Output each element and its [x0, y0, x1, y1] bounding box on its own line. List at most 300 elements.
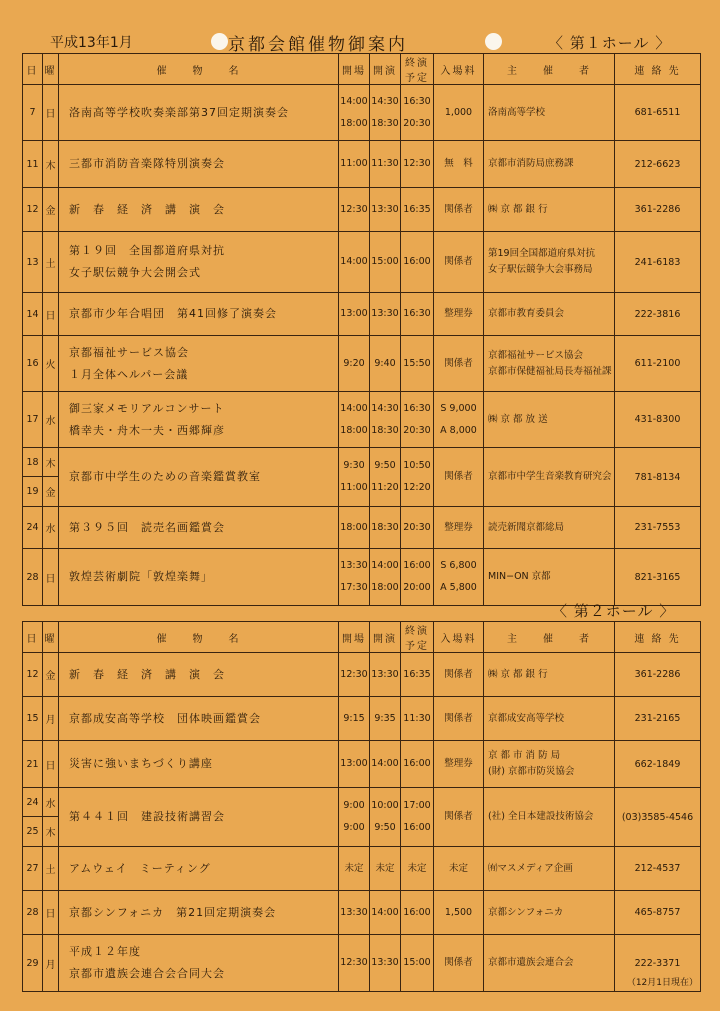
table-row	[23, 741, 701, 788]
event-line: 第１９回 全国都道府県対抗	[69, 244, 225, 257]
phone-cell: 662-1849	[615, 741, 701, 788]
day-cell: 18	[23, 448, 43, 477]
phone-cell: 361-2286	[615, 188, 701, 232]
start-time-cell	[370, 891, 401, 935]
organizer-line: 京都市中学生音楽教育研究会	[488, 471, 612, 482]
open-time-line: 18:00	[340, 117, 368, 129]
start-time-line: 18:30	[371, 117, 399, 129]
open-time-line: 13:00	[340, 308, 368, 319]
event-line: 第３９５回 読売名画鑑賞会	[69, 520, 225, 534]
organizer-line: (財) 京都市防災協会	[488, 766, 575, 777]
table-row	[23, 847, 701, 891]
table-row	[23, 653, 701, 697]
end-time-line: 16:35	[403, 203, 431, 215]
organizer-cell	[484, 847, 615, 891]
end-time-line: 16:00	[403, 906, 431, 918]
fee-cell	[434, 188, 484, 232]
weekday-cell: 土	[43, 847, 59, 891]
fee-cell	[434, 935, 484, 992]
organizer-line: ㈱ 京 都 放 送	[488, 413, 548, 425]
hall2-table	[22, 621, 701, 992]
event-line: 敦煌芸術劇院「敦煌楽舞」	[69, 570, 213, 583]
organizer-cell	[484, 188, 615, 232]
end-time-line: 15:50	[403, 357, 431, 369]
col-header-start: 開演	[370, 622, 401, 653]
punch-hole-right	[485, 33, 502, 50]
weekday-cell: 日	[43, 85, 59, 141]
day-cell: 19	[23, 477, 43, 507]
event-line: 三都市消防音楽隊特別演奏会	[69, 157, 225, 170]
phone-cell: 212-4537	[615, 847, 701, 891]
start-time-cell	[370, 232, 401, 293]
start-time-cell	[370, 653, 401, 697]
open-time-cell	[339, 653, 370, 697]
end-time-line: 未定	[407, 862, 427, 874]
start-time-cell	[370, 549, 401, 606]
open-time-line: 9:20	[343, 357, 365, 369]
start-time-line: 18:30	[371, 521, 399, 533]
start-time-cell	[370, 85, 401, 141]
organizer-line: ㈲マスメディア企画	[488, 862, 573, 874]
event-cell	[59, 653, 339, 697]
end-time-cell	[401, 788, 434, 847]
organizer-line: 京都市教育委員会	[488, 308, 565, 319]
hall2-label: 〈 第２ホール 〉	[552, 602, 676, 620]
open-time-line: 13:30	[340, 560, 368, 571]
fee-cell	[434, 392, 484, 448]
table-row	[23, 232, 701, 293]
organizer-cell	[484, 507, 615, 549]
event-line: 京都シンフォニカ 第21回定期演奏会	[69, 905, 277, 919]
start-time-line: 9:40	[374, 357, 396, 369]
start-time-line: 9:50	[374, 460, 396, 471]
end-time-cell	[401, 336, 434, 392]
fee-line: 整理券	[444, 521, 473, 533]
table-row	[23, 392, 701, 448]
event-line: 新 春 経 済 講 演 会	[69, 667, 225, 681]
event-cell	[59, 507, 339, 549]
organizer-line: 京都市遺族会連合会	[488, 957, 574, 968]
weekday-cell: 水	[43, 788, 59, 817]
start-time-line: 9:35	[374, 712, 396, 724]
organizer-cell	[484, 392, 615, 448]
day-cell: 25	[23, 817, 43, 847]
day-cell: 15	[23, 697, 43, 741]
fee-cell	[434, 85, 484, 141]
end-time-line: 20:30	[403, 117, 431, 129]
end-time-line: 20:30	[403, 521, 431, 533]
open-time-line: 11:00	[340, 482, 368, 493]
event-cell	[59, 141, 339, 188]
start-time-cell	[370, 935, 401, 992]
event-cell	[59, 85, 339, 141]
weekday-cell: 木	[43, 817, 59, 847]
phone-cell: 781-8134	[615, 448, 701, 507]
day-cell: 13	[23, 232, 43, 293]
day-cell: 16	[23, 336, 43, 392]
punch-hole-left	[211, 33, 228, 50]
event-line: 京都市中学生のための音楽鑑賞教室	[69, 470, 261, 483]
weekday-cell: 日	[43, 293, 59, 336]
start-time-cell	[370, 788, 401, 847]
table-row	[23, 507, 701, 549]
fee-cell	[434, 549, 484, 606]
organizer-line: 第19回全国都道府県対抗	[488, 248, 596, 259]
start-time-line: 13:30	[371, 668, 399, 680]
phone-cell: 431-8300	[615, 392, 701, 448]
day-cell: 27	[23, 847, 43, 891]
organizer-line: 京都市消防局庶務課	[488, 158, 574, 169]
fee-cell	[434, 336, 484, 392]
open-time-line: 14:00	[340, 256, 368, 267]
phone-cell: 465-8757	[615, 891, 701, 935]
weekday-cell: 水	[43, 507, 59, 549]
open-time-cell	[339, 891, 370, 935]
start-time-line: 18:00	[371, 582, 399, 593]
phone-cell: 222-3816	[615, 293, 701, 336]
weekday-cell: 日	[43, 891, 59, 935]
end-time-cell	[401, 697, 434, 741]
table-row	[23, 141, 701, 188]
table-row	[23, 188, 701, 232]
end-time-line: 12:30	[403, 158, 431, 169]
day-cell: 28	[23, 891, 43, 935]
table-row	[23, 935, 701, 992]
weekday-cell: 月	[43, 935, 59, 992]
fee-cell	[434, 653, 484, 697]
open-time-line: 14:00	[340, 95, 368, 107]
day-cell: 17	[23, 392, 43, 448]
open-time-cell	[339, 448, 370, 507]
phone-cell: 212-6623	[615, 141, 701, 188]
organizer-line: 京都成安高等学校	[488, 712, 565, 724]
open-time-line: 12:30	[340, 203, 368, 215]
open-time-cell	[339, 697, 370, 741]
open-time-cell	[339, 188, 370, 232]
fee-line: 1,500	[444, 906, 473, 918]
start-time-line: 14:00	[371, 758, 399, 769]
col-header-event: 催 物 名	[59, 54, 339, 85]
end-time-cell	[401, 741, 434, 788]
day-cell: 29	[23, 935, 43, 992]
start-time-cell	[370, 188, 401, 232]
organizer-cell	[484, 232, 615, 293]
start-time-cell	[370, 392, 401, 448]
start-time-line: 18:30	[371, 424, 399, 436]
event-line: 橋幸夫・舟木一夫・西郷輝彦	[69, 423, 225, 437]
start-time-line: 15:00	[371, 256, 399, 267]
start-time-cell	[370, 847, 401, 891]
day-cell: 12	[23, 653, 43, 697]
era-label: 平成13年1月	[50, 35, 133, 51]
header	[0, 30, 720, 54]
event-line: 第４４１回 建設技術講習会	[69, 810, 225, 823]
phone-cell: 361-2286	[615, 653, 701, 697]
end-time-cell	[401, 935, 434, 992]
open-time-cell	[339, 935, 370, 992]
end-time-cell	[401, 448, 434, 507]
fee-line: A 8,000	[440, 424, 477, 436]
event-cell	[59, 448, 339, 507]
open-time-cell	[339, 293, 370, 336]
organizer-cell	[484, 935, 615, 992]
start-time-cell	[370, 507, 401, 549]
col-header-dow: 曜	[43, 54, 59, 85]
table-row	[23, 448, 701, 477]
page-title: 京都会館催物御案内	[228, 35, 408, 55]
end-time-cell	[401, 141, 434, 188]
start-time-cell	[370, 141, 401, 188]
start-time-line: 未定	[375, 862, 395, 874]
end-time-line: 17:00	[403, 800, 431, 811]
fee-line: 関係者	[444, 357, 473, 369]
table-row	[23, 293, 701, 336]
end-time-cell	[401, 392, 434, 448]
col-header-end: 終演予定	[401, 622, 434, 653]
day-cell: 14	[23, 293, 43, 336]
fee-line: 関係者	[444, 957, 473, 968]
phone-cell: 821-3165	[615, 549, 701, 606]
organizer-cell	[484, 448, 615, 507]
end-time-line: 16:00	[403, 256, 431, 267]
open-time-line: 14:00	[340, 402, 368, 414]
day-cell: 11	[23, 141, 43, 188]
start-time-line: 14:30	[371, 402, 399, 414]
end-time-line: 16:30	[403, 308, 431, 319]
open-time-line: 9:00	[343, 800, 365, 811]
header-row	[23, 622, 701, 653]
table-row	[23, 697, 701, 741]
fee-line: A 5,800	[440, 582, 477, 593]
day-cell: 12	[23, 188, 43, 232]
organizer-line: 京都福祉サービス協会	[488, 349, 584, 361]
start-time-line: 11:30	[371, 158, 399, 169]
fee-cell	[434, 891, 484, 935]
event-cell	[59, 188, 339, 232]
open-time-cell	[339, 392, 370, 448]
organizer-line: ㈱ 京 都 銀 行	[488, 203, 548, 215]
open-time-line: 18:00	[340, 521, 368, 533]
col-header-open: 開場	[339, 622, 370, 653]
event-line: 京都成安高等学校 団体映画鑑賞会	[69, 711, 261, 725]
end-time-cell	[401, 293, 434, 336]
start-time-line: 14:30	[371, 95, 399, 107]
open-time-cell	[339, 741, 370, 788]
table-row	[23, 788, 701, 817]
open-time-line: 17:30	[340, 582, 368, 593]
fee-line: 無 料	[444, 158, 473, 169]
event-line: 平成１２年度	[69, 945, 141, 958]
event-line: 京都福祉サービス協会	[69, 345, 189, 359]
open-time-line: 9:30	[343, 460, 365, 471]
fee-line: S 9,000	[440, 402, 477, 414]
event-line: 京都市少年合唱団 第41回修了演奏会	[69, 307, 277, 320]
organizer-line: 女子駅伝競争大会事務局	[488, 264, 593, 275]
event-line: 京都市遺族会連合会合同大会	[69, 967, 225, 980]
weekday-cell: 土	[43, 232, 59, 293]
fee-cell	[434, 788, 484, 847]
fee-cell	[434, 293, 484, 336]
fee-line: 関係者	[444, 668, 473, 680]
open-time-line: 12:30	[340, 957, 368, 968]
organizer-line: ㈱ 京 都 銀 行	[488, 668, 548, 680]
end-time-line: 12:20	[403, 482, 431, 493]
open-time-line: 12:30	[340, 668, 368, 680]
fee-line: 1,000	[444, 106, 473, 118]
end-time-line: 11:30	[403, 712, 431, 724]
col-header-phone: 連 絡 先	[615, 54, 701, 85]
day-cell: 24	[23, 788, 43, 817]
open-time-line: 11:00	[340, 158, 368, 169]
start-time-cell	[370, 697, 401, 741]
end-time-line: 20:00	[403, 582, 431, 593]
event-cell	[59, 891, 339, 935]
weekday-cell: 火	[43, 336, 59, 392]
event-cell	[59, 392, 339, 448]
start-time-cell	[370, 336, 401, 392]
weekday-cell: 金	[43, 188, 59, 232]
fee-cell	[434, 232, 484, 293]
organizer-cell	[484, 653, 615, 697]
organizer-line: 洛南高等学校	[488, 106, 546, 118]
event-line: 洛南高等学校吹奏楽部第37回定期演奏会	[69, 105, 289, 119]
fee-line: 関係者	[444, 712, 473, 724]
start-time-line: 11:20	[371, 482, 399, 493]
start-time-line: 9:50	[374, 822, 396, 833]
weekday-cell: 月	[43, 697, 59, 741]
open-time-cell	[339, 788, 370, 847]
start-time-line: 13:30	[371, 957, 399, 968]
event-line: 女子駅伝競争大会開会式	[69, 266, 201, 279]
open-time-line: 9:00	[343, 822, 365, 833]
weekday-cell: 木	[43, 448, 59, 477]
organizer-line: MIN−ON 京都	[488, 571, 551, 582]
organizer-cell	[484, 85, 615, 141]
event-cell	[59, 935, 339, 992]
header-row	[23, 54, 701, 85]
fee-line: 関係者	[444, 256, 473, 267]
col-header-day: 日	[23, 622, 43, 653]
col-header-event: 催 物 名	[59, 622, 339, 653]
organizer-line: 京 都 市 消 防 局	[488, 750, 561, 761]
organizer-cell	[484, 741, 615, 788]
weekday-cell: 日	[43, 741, 59, 788]
end-time-cell	[401, 232, 434, 293]
phone-cell: 241-6183	[615, 232, 701, 293]
fee-cell	[434, 507, 484, 549]
day-cell: 7	[23, 85, 43, 141]
end-time-cell	[401, 653, 434, 697]
weekday-cell: 金	[43, 477, 59, 507]
event-cell	[59, 549, 339, 606]
end-time-line: 16:00	[403, 758, 431, 769]
start-time-cell	[370, 448, 401, 507]
phone-cell: 231-7553	[615, 507, 701, 549]
day-cell: 24	[23, 507, 43, 549]
event-cell	[59, 293, 339, 336]
start-time-line: 10:00	[371, 800, 399, 811]
open-time-line: 13:30	[340, 906, 368, 918]
end-time-line: 10:50	[403, 460, 431, 471]
open-time-cell	[339, 507, 370, 549]
fee-line: 未定	[448, 862, 468, 874]
weekday-cell: 水	[43, 392, 59, 448]
end-time-line: 16:00	[403, 822, 431, 833]
phone-cell: 611-2100	[615, 336, 701, 392]
organizer-cell	[484, 891, 615, 935]
weekday-cell: 日	[43, 549, 59, 606]
col-header-end: 終演予定	[401, 54, 434, 85]
open-time-line: 9:15	[343, 712, 365, 724]
col-header-phone: 連 絡 先	[615, 622, 701, 653]
col-header-start: 開演	[370, 54, 401, 85]
open-time-cell	[339, 85, 370, 141]
organizer-line: 読売新聞京都総局	[488, 521, 565, 533]
end-time-cell	[401, 891, 434, 935]
open-time-cell	[339, 847, 370, 891]
fee-line: 関係者	[444, 471, 473, 482]
fee-cell	[434, 141, 484, 188]
end-time-line: 16:30	[403, 402, 431, 414]
open-time-cell	[339, 232, 370, 293]
table-row	[23, 891, 701, 935]
col-header-org: 主 催 者	[484, 622, 615, 653]
end-time-cell	[401, 507, 434, 549]
start-time-line: 14:00	[371, 560, 399, 571]
open-time-cell	[339, 549, 370, 606]
end-time-cell	[401, 549, 434, 606]
event-line: 御三家メモリアルコンサート	[69, 401, 225, 415]
open-time-line: 18:00	[340, 424, 368, 436]
organizer-cell	[484, 293, 615, 336]
table-row	[23, 336, 701, 392]
col-header-day: 日	[23, 54, 43, 85]
col-header-fee: 入場料	[434, 54, 484, 85]
table-row	[23, 85, 701, 141]
end-time-line: 16:30	[403, 95, 431, 107]
hall1-label: 〈 第１ホール 〉	[548, 34, 672, 52]
fee-line: S 6,800	[440, 560, 477, 571]
phone-cell: 681-6511	[615, 85, 701, 141]
phone-cell: (03)3585-4546	[615, 788, 701, 847]
organizer-cell	[484, 141, 615, 188]
day-cell: 28	[23, 549, 43, 606]
fee-line: 整理券	[444, 758, 473, 769]
event-cell	[59, 697, 339, 741]
fee-cell	[434, 847, 484, 891]
open-time-line: 未定	[344, 862, 364, 874]
organizer-line: 京都シンフォニカ	[488, 906, 564, 918]
col-header-fee: 入場料	[434, 622, 484, 653]
end-time-cell	[401, 847, 434, 891]
event-line: １月全体ヘルパー会議	[69, 367, 189, 381]
organizer-line: (社) 全日本建設技術協会	[488, 811, 594, 822]
event-cell	[59, 788, 339, 847]
start-time-line: 14:00	[371, 906, 399, 918]
phone-cell: 231-2165	[615, 697, 701, 741]
end-time-line: 16:35	[403, 668, 431, 680]
col-header-org: 主 催 者	[484, 54, 615, 85]
organizer-cell	[484, 336, 615, 392]
fee-cell	[434, 697, 484, 741]
organizer-cell	[484, 549, 615, 606]
organizer-cell	[484, 788, 615, 847]
end-time-line: 15:00	[403, 957, 431, 968]
fee-cell	[434, 448, 484, 507]
col-header-open: 開場	[339, 54, 370, 85]
end-time-cell	[401, 85, 434, 141]
event-line: アムウェイ ミーティング	[69, 861, 211, 875]
